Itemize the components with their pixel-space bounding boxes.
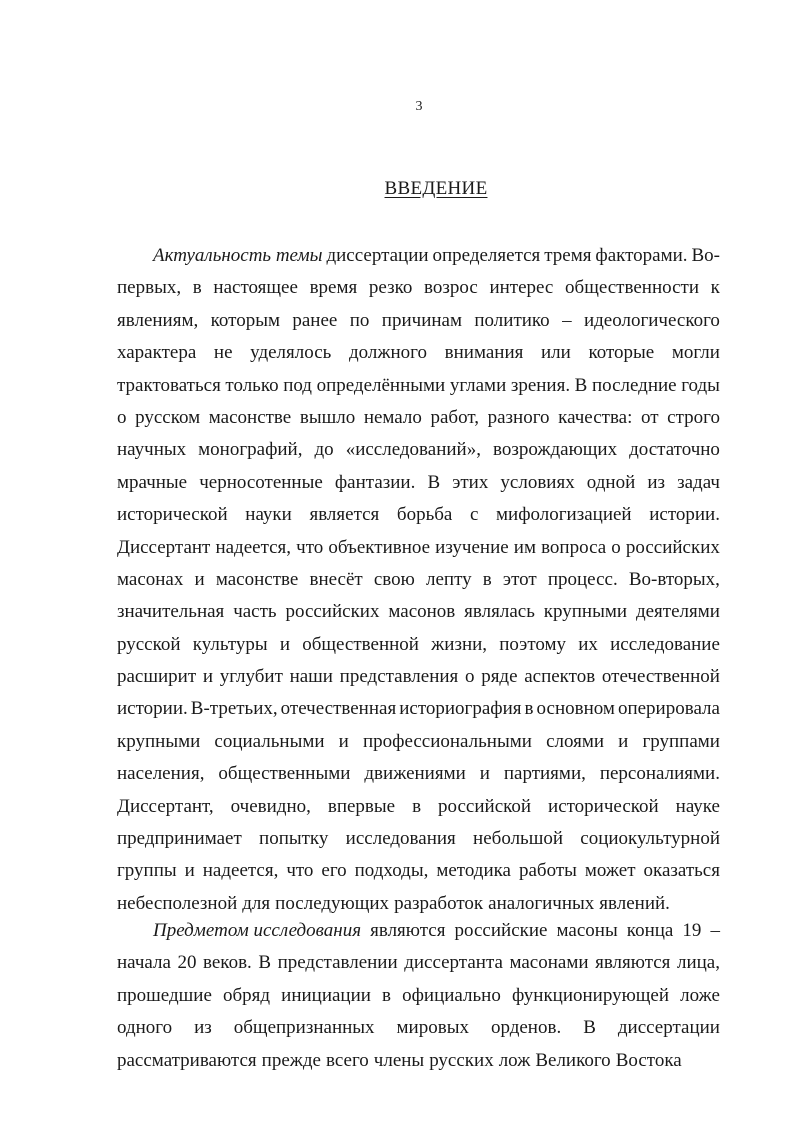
word: одного — [117, 1017, 173, 1039]
word: представлении — [277, 952, 398, 974]
word: прошедшие — [117, 984, 212, 1006]
word: которые — [588, 342, 655, 364]
text-line — [117, 791, 720, 823]
text-line — [117, 629, 720, 661]
word: лица, — [676, 952, 720, 974]
word: В-третьих, — [190, 698, 278, 720]
word: общественными — [218, 763, 351, 785]
word: Востока — [615, 1049, 682, 1071]
word: небесполезной — [117, 892, 238, 914]
word: фантазии. — [334, 471, 416, 493]
word: характера — [117, 342, 197, 364]
word: исторической — [117, 504, 228, 526]
word: мифологизацией — [496, 504, 632, 526]
text-line — [117, 758, 720, 790]
text-line — [117, 532, 720, 564]
word: профессиональными — [362, 730, 532, 752]
text-line — [117, 596, 720, 628]
word: являются — [595, 952, 671, 974]
text-line — [117, 305, 720, 337]
word: объективное — [328, 536, 431, 558]
word: от — [641, 406, 659, 428]
word: и — [479, 763, 490, 785]
word: часть — [233, 601, 277, 623]
word: их — [578, 633, 598, 655]
word: В — [574, 374, 588, 396]
word: внесёт — [309, 568, 363, 590]
word: в — [412, 795, 422, 817]
word: последние — [591, 374, 677, 396]
word: интерес — [489, 277, 554, 299]
word: аналогичных — [488, 892, 595, 914]
word: диссертации — [617, 1017, 720, 1039]
word: в — [382, 984, 392, 1006]
word: и — [194, 568, 205, 590]
word: отечественная — [280, 698, 397, 720]
word: историография — [399, 698, 522, 720]
word: причинам — [381, 309, 462, 331]
word: черносотенные — [199, 471, 323, 493]
word: время — [309, 277, 358, 299]
word: лепту — [425, 568, 472, 590]
word: последующих — [275, 892, 390, 914]
word: орденов. — [490, 1017, 562, 1039]
word: общественной — [302, 633, 419, 655]
word: настоящее — [213, 277, 298, 299]
word: русском — [135, 406, 201, 428]
word: по — [349, 309, 370, 331]
word: начала — [117, 952, 171, 974]
word: о — [117, 406, 127, 428]
word: или — [541, 342, 571, 364]
word: партиями, — [503, 763, 586, 785]
word: оперировала — [617, 698, 720, 720]
word: резко — [368, 277, 413, 299]
word: являются — [370, 920, 446, 941]
word: которым — [210, 309, 280, 331]
word: изучение — [435, 536, 509, 558]
paragraph-subject — [117, 915, 720, 1077]
word: что — [296, 536, 324, 558]
word: деятелями — [635, 601, 720, 623]
word: масонстве — [215, 568, 299, 590]
word: этих — [452, 471, 489, 493]
word: является — [309, 504, 380, 526]
word: В — [427, 471, 441, 493]
word: под — [283, 374, 312, 396]
word: диссертанта — [404, 952, 503, 974]
word: слоями — [546, 730, 605, 752]
word: веков. — [203, 952, 252, 974]
word: исследования — [345, 828, 456, 850]
word: внимания — [444, 342, 524, 364]
word: не — [213, 342, 233, 364]
word: Диссертант, — [117, 795, 214, 817]
text-line — [117, 272, 720, 304]
word: попытку — [259, 828, 329, 850]
word: поэтому — [499, 633, 567, 655]
word: Диссертант — [117, 536, 211, 558]
word: и — [338, 730, 349, 752]
word: только — [225, 374, 279, 396]
word: из — [647, 471, 666, 493]
word: официально — [402, 984, 501, 1006]
word: годы — [681, 374, 720, 396]
word: Во- — [691, 245, 720, 266]
text-line — [117, 726, 720, 758]
word: должного — [348, 342, 427, 364]
word: социокультурной — [580, 828, 720, 850]
word: уделялось — [250, 342, 332, 364]
text-line — [117, 240, 720, 272]
word: группами — [642, 730, 720, 752]
text-line — [117, 823, 720, 855]
word: обряд — [222, 984, 271, 1006]
word: достаточно — [629, 439, 720, 461]
word: углубит — [219, 666, 283, 688]
word: российских — [285, 601, 380, 623]
text-line — [117, 434, 720, 466]
word: факторами. — [595, 245, 688, 266]
text-line — [117, 661, 720, 693]
word: борьба — [396, 504, 453, 526]
word: отечественной — [601, 666, 720, 688]
word: представления — [339, 666, 459, 688]
word: могли — [671, 342, 720, 364]
word: значительная — [117, 601, 225, 623]
word: масонах — [117, 568, 184, 590]
word: масонами — [509, 952, 589, 974]
word: тремя — [544, 245, 592, 266]
word: всего — [326, 1049, 369, 1071]
word: к — [710, 277, 720, 299]
word: явлений. — [599, 892, 670, 914]
word: надеется, — [202, 860, 279, 882]
word: наши — [289, 666, 333, 688]
word: масонов — [388, 601, 456, 623]
word: политико — [474, 309, 550, 331]
word: исследование — [610, 633, 720, 655]
word: им — [513, 536, 536, 558]
word: впервые — [327, 795, 396, 817]
word: ложе — [680, 984, 720, 1006]
word: первых, — [117, 277, 182, 299]
word: расширит — [117, 666, 197, 688]
word: возрождающих — [492, 439, 618, 461]
word: рассматриваются — [117, 1049, 257, 1071]
word: работы — [518, 860, 577, 882]
word: диссертации — [326, 245, 429, 266]
word: и — [279, 633, 291, 655]
word: персоналиями. — [599, 763, 720, 785]
word: конца — [626, 920, 674, 941]
text-line — [117, 855, 720, 887]
word: его — [321, 860, 347, 882]
word: прежде — [261, 1049, 321, 1071]
word: о — [465, 666, 475, 688]
word: разработок — [394, 892, 484, 914]
word: мировых — [396, 1017, 469, 1039]
word: общественности — [565, 277, 699, 299]
word: оказаться — [643, 860, 720, 882]
word: процесс. — [547, 568, 618, 590]
word: «исследований», — [345, 439, 481, 461]
word: В — [583, 1017, 596, 1039]
word: социальными — [214, 730, 325, 752]
word: свою — [373, 568, 415, 590]
word: истории. — [117, 698, 188, 720]
word: научных — [117, 439, 187, 461]
word: трактоваться — [117, 374, 221, 396]
word: Великого — [535, 1049, 611, 1071]
word: крупными — [543, 601, 628, 623]
word: российские — [454, 920, 548, 941]
word: этот — [502, 568, 537, 590]
word: инициации — [281, 984, 371, 1006]
word: в — [192, 277, 202, 299]
word: жизни, — [431, 633, 488, 655]
word: мрачные — [117, 471, 188, 493]
italic-term: Предметом исследования — [153, 920, 362, 941]
text-line — [117, 980, 720, 1012]
text-line — [117, 947, 720, 979]
word: в — [524, 698, 534, 720]
word: для — [242, 892, 271, 914]
text-line — [117, 337, 720, 369]
word: и — [184, 860, 195, 882]
word: – — [710, 920, 720, 941]
word: – — [562, 309, 572, 331]
word: ряде — [481, 666, 518, 688]
word: науки — [245, 504, 292, 526]
text-line — [117, 370, 720, 402]
word: работ, — [430, 406, 479, 428]
word: российских — [625, 536, 720, 558]
word: вопроса — [541, 536, 607, 558]
text-line — [117, 467, 720, 499]
word: 19 — [682, 920, 702, 941]
word: углами — [449, 374, 507, 396]
word: задач — [677, 471, 720, 493]
word: явлениям, — [117, 309, 199, 331]
word: предпринимает — [117, 828, 242, 850]
word: определёнными — [316, 374, 446, 396]
text-line — [117, 693, 720, 725]
word: условиях — [500, 471, 575, 493]
word: определяется — [432, 245, 541, 266]
text-line — [117, 1012, 720, 1044]
word: русской — [117, 633, 181, 655]
text-line — [117, 564, 720, 596]
word: культуры — [192, 633, 268, 655]
word: масоны — [556, 920, 618, 941]
word: надеется, — [215, 536, 292, 558]
text-line — [117, 1045, 720, 1077]
text-line — [117, 402, 720, 434]
word: одной — [586, 471, 636, 493]
word: 20 — [177, 952, 197, 974]
word: немало — [363, 406, 422, 428]
word: методика — [436, 860, 511, 882]
word: строго — [667, 406, 720, 428]
section-heading: ВВЕДЕНИЕ — [384, 178, 488, 199]
word: российской — [438, 795, 532, 817]
word: исторической — [548, 795, 659, 817]
word: являлась — [464, 601, 535, 623]
word: члены — [373, 1049, 425, 1071]
word: масонстве — [208, 406, 292, 428]
word: возрос — [424, 277, 478, 299]
word: крупными — [117, 730, 201, 752]
word: аспектов — [524, 666, 596, 688]
word: до — [314, 439, 334, 461]
word: качества: — [558, 406, 633, 428]
word: истории. — [649, 504, 720, 526]
word: идеологического — [583, 309, 720, 331]
word: и — [202, 666, 213, 688]
word: вышло — [299, 406, 356, 428]
word: общепризнанных — [233, 1017, 375, 1039]
word: разного — [487, 406, 550, 428]
word: основном — [536, 698, 615, 720]
page-number: 3 — [415, 99, 423, 114]
word: населения, — [117, 763, 205, 785]
word: русских — [429, 1049, 494, 1071]
text-line — [117, 499, 720, 531]
word: и — [618, 730, 629, 752]
word: о — [611, 536, 621, 558]
word: монографий, — [198, 439, 303, 461]
paragraph-relevance — [117, 240, 720, 920]
word: группы — [117, 860, 177, 882]
word: В — [258, 952, 272, 974]
italic-term: Актуальность темы — [153, 245, 323, 266]
word: что — [286, 860, 314, 882]
word: функционирующей — [511, 984, 670, 1006]
word: из — [194, 1017, 212, 1039]
text-line — [117, 915, 720, 947]
word: подходы, — [354, 860, 429, 882]
word: очевидно, — [230, 795, 311, 817]
word: движениями — [364, 763, 466, 785]
word: небольшой — [473, 828, 564, 850]
word: науке — [675, 795, 720, 817]
word: с — [469, 504, 479, 526]
word: зрения. — [510, 374, 571, 396]
word: может — [584, 860, 636, 882]
word: лож — [498, 1049, 531, 1071]
word: Во-вторых, — [628, 568, 720, 590]
word: в — [482, 568, 492, 590]
word: ранее — [292, 309, 338, 331]
